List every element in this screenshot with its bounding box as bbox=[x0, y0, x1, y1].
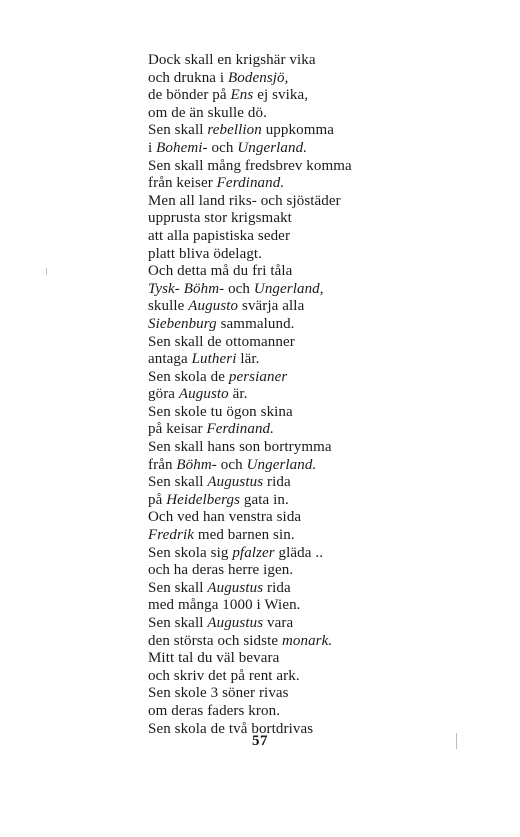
line-text: och bbox=[207, 139, 238, 156]
line-text: Och detta må du fri tåla bbox=[148, 263, 293, 280]
line-text: Sen skall bbox=[148, 122, 208, 139]
line-text: Sen skall bbox=[148, 474, 208, 491]
line-text: ej svika, bbox=[253, 87, 309, 104]
italic-name: Augusto bbox=[178, 386, 229, 403]
poem-line bbox=[148, 386, 408, 404]
line-text: Sen skola sig bbox=[148, 544, 233, 561]
poem-line bbox=[148, 140, 408, 158]
poem-line bbox=[148, 527, 408, 545]
poem-line bbox=[148, 105, 408, 123]
left-margin-mark bbox=[46, 268, 47, 275]
line-text: gata in. bbox=[240, 491, 289, 508]
italic-name: Augusto bbox=[188, 298, 239, 315]
line-text: Sen skall de ottomanner bbox=[148, 333, 295, 350]
line-text: sammalund. bbox=[216, 315, 295, 332]
line-text: Och ved han venstra sida bbox=[148, 509, 302, 526]
right-margin-mark bbox=[456, 733, 457, 749]
line-text: Dock skall en krigshär vika bbox=[148, 52, 316, 68]
poem-line bbox=[148, 457, 408, 475]
poem-line bbox=[148, 52, 408, 70]
line-text: och bbox=[216, 456, 247, 473]
poem-line bbox=[148, 633, 408, 651]
line-text: på keisar bbox=[148, 421, 207, 438]
italic-name: rebellion bbox=[207, 122, 262, 139]
italic-name: Augustus bbox=[207, 579, 264, 596]
italic-name: Ungerland. bbox=[246, 456, 317, 473]
poem-line bbox=[148, 351, 408, 369]
italic-name: monark. bbox=[281, 632, 333, 649]
poem-line bbox=[148, 246, 408, 264]
poem-line bbox=[148, 439, 408, 457]
line-text: göra bbox=[148, 386, 179, 403]
line-text: att alla papistiska seder bbox=[148, 227, 291, 244]
italic-name: Bodensjö, bbox=[228, 69, 289, 86]
line-text: svärja alla bbox=[238, 298, 305, 315]
line-text: och bbox=[224, 280, 254, 297]
line-text: gläda .. bbox=[274, 544, 324, 561]
poem-text bbox=[148, 52, 408, 738]
line-text: Sen skall bbox=[148, 579, 208, 596]
line-text: antaga bbox=[148, 351, 192, 368]
poem-line bbox=[148, 281, 408, 299]
italic-name: Ferdinand. bbox=[206, 421, 275, 438]
line-text: är. bbox=[228, 386, 248, 403]
poem-line bbox=[148, 263, 408, 281]
line-text: rida bbox=[263, 474, 291, 491]
italic-name: persianer bbox=[228, 368, 288, 385]
poem-line bbox=[148, 474, 408, 492]
italic-name: Siebenburg bbox=[148, 315, 217, 332]
line-text: upprusta stor krigsmakt bbox=[148, 210, 292, 227]
poem-line bbox=[148, 597, 408, 615]
line-text: från bbox=[148, 456, 177, 473]
poem-line bbox=[148, 650, 408, 668]
italic-name: Böhm- bbox=[176, 456, 217, 473]
poem-line bbox=[148, 668, 408, 686]
line-text: Sen skola de bbox=[148, 368, 229, 385]
line-text: rida bbox=[263, 579, 291, 596]
italic-name: Heidelbergs bbox=[166, 491, 241, 508]
line-text: Mitt tal du väl bevara bbox=[148, 650, 280, 667]
line-text: de bönder på bbox=[148, 87, 231, 104]
poem-line bbox=[148, 509, 408, 527]
poem-line bbox=[148, 87, 408, 105]
line-text: på bbox=[148, 491, 167, 508]
line-text: Sen skall mång fredsbrev komma bbox=[148, 157, 352, 174]
italic-name: Ungerland. bbox=[237, 139, 308, 156]
poem-line bbox=[148, 492, 408, 510]
line-text: platt bliva ödelagt. bbox=[148, 245, 263, 262]
italic-name: Ungerland, bbox=[253, 280, 324, 297]
italic-name: Fredrik bbox=[148, 527, 194, 544]
poem-line bbox=[148, 615, 408, 633]
poem-line bbox=[148, 193, 408, 211]
poem-line bbox=[148, 545, 408, 563]
italic-name: Augustus bbox=[207, 474, 264, 491]
poem-line bbox=[148, 703, 408, 721]
line-text: lär. bbox=[236, 351, 260, 368]
line-text: och ha deras herre igen. bbox=[148, 562, 294, 579]
italic-name: Ens bbox=[230, 87, 254, 104]
poem-line bbox=[148, 580, 408, 598]
poem-line bbox=[148, 685, 408, 703]
line-text: Sen skole 3 söner rivas bbox=[148, 685, 289, 702]
italic-name: Tysk- Böhm- bbox=[148, 280, 225, 297]
line-text: och drukna i bbox=[148, 69, 229, 86]
line-text: med barnen sin. bbox=[193, 527, 295, 544]
poem-line bbox=[148, 175, 408, 193]
line-text: Sen skole tu ögon skina bbox=[148, 403, 293, 420]
poem-line bbox=[148, 562, 408, 580]
line-text: Sen skall bbox=[148, 615, 208, 631]
italic-name: Ferdinand. bbox=[216, 175, 285, 192]
poem-line bbox=[148, 404, 408, 422]
page-number: 57 bbox=[252, 733, 268, 749]
poem-line bbox=[148, 158, 408, 176]
italic-name: Lutheri bbox=[191, 351, 237, 368]
poem-line bbox=[148, 316, 408, 334]
line-text: från keiser bbox=[148, 175, 217, 192]
poem-line bbox=[148, 298, 408, 316]
line-text: den största och sidste bbox=[148, 632, 282, 649]
poem-line bbox=[148, 122, 408, 140]
italic-name: pfalzer bbox=[232, 544, 275, 561]
line-text: Sen skola de två bortdrivas bbox=[148, 720, 314, 737]
italic-name: Bohemi- bbox=[156, 139, 208, 156]
line-text: om deras faders kron. bbox=[148, 702, 281, 719]
line-text: Sen skall hans son bortrymma bbox=[148, 439, 332, 456]
line-text: Men all land riks- och sjöstäder bbox=[148, 192, 341, 209]
poem-line bbox=[148, 334, 408, 352]
line-text: och skriv det på rent ark. bbox=[148, 667, 300, 684]
poem-line bbox=[148, 369, 408, 387]
line-text: vara bbox=[263, 615, 294, 631]
line-text: om de än skulle dö. bbox=[148, 104, 267, 121]
line-text: i bbox=[148, 139, 157, 156]
italic-name: Augustus bbox=[207, 615, 264, 631]
line-text: med många 1000 i Wien. bbox=[148, 597, 301, 614]
poem-line bbox=[148, 70, 408, 88]
line-text: uppkomma bbox=[261, 122, 334, 139]
poem-line bbox=[148, 228, 408, 246]
poem-line bbox=[148, 421, 408, 439]
line-text: skulle bbox=[148, 298, 189, 315]
poem-line bbox=[148, 210, 408, 228]
